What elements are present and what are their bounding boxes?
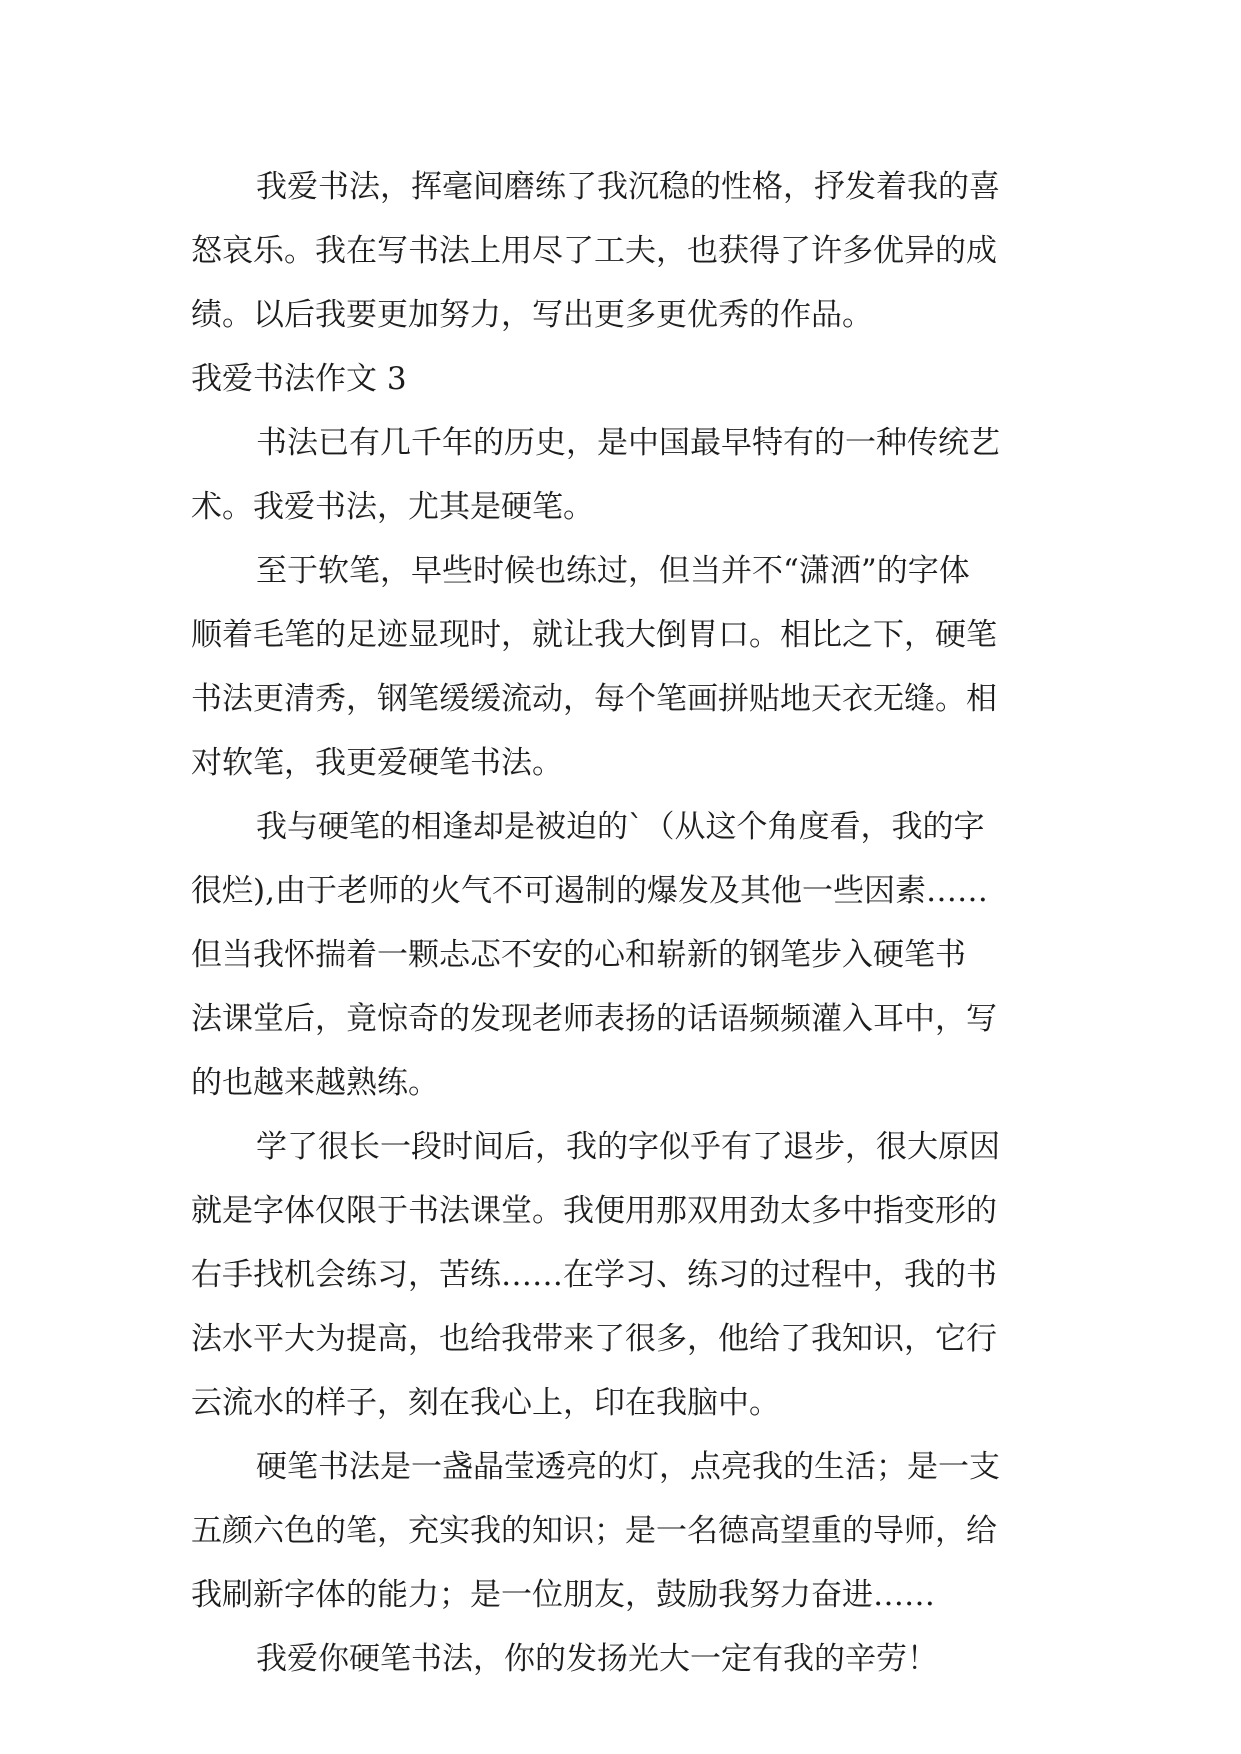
- text-line: 云流水的样子，刻在我心上，印在我脑中。: [191, 1385, 780, 1421]
- text-line: 的也越来越熟练。: [191, 1065, 439, 1101]
- text-line: 我爱你硬笔书法，你的发扬光大一定有我的辛劳！: [256, 1641, 938, 1677]
- text-line: 书法已有几千年的历史，是中国最早特有的一种传统艺: [256, 425, 1000, 461]
- text-line: 法水平大为提高，也给我带来了很多，他给了我知识，它行: [191, 1321, 997, 1357]
- text-line: 学了很长一段时间后，我的字似乎有了退步，很大原因: [256, 1129, 1000, 1165]
- text-line: 我与硬笔的相逢却是被迫的`（从这个角度看，我的字: [256, 809, 985, 845]
- text-line: 术。我爱书法，尤其是硬笔。: [191, 489, 594, 525]
- text-line: 很烂),由于老师的火气不可遏制的爆发及其他一些因素……: [191, 873, 988, 909]
- text-line: 但当我怀揣着一颗忐忑不安的心和崭新的钢笔步入硬笔书: [191, 937, 966, 973]
- text-line: 我刷新字体的能力；是一位朋友，鼓励我努力奋进……: [191, 1577, 935, 1613]
- text-line: 怒哀乐。我在写书法上用尽了工夫，也获得了许多优异的成: [191, 233, 997, 269]
- text-line: 五颜六色的笔，充实我的知识；是一名德高望重的导师，给: [191, 1513, 997, 1549]
- text-line: 对软笔，我更爱硬笔书法。: [191, 745, 563, 781]
- text-line: 书法更清秀，钢笔缓缓流动，每个笔画拼贴地天衣无缝。相: [191, 681, 997, 717]
- section-heading: 我爱书法作文 3: [191, 361, 407, 397]
- text-line: 至于软笔，早些时候也练过，但当并不“潇洒”的字体: [256, 553, 970, 589]
- text-line: 硬笔书法是一盏晶莹透亮的灯，点亮我的生活；是一支: [256, 1449, 1000, 1485]
- text-line: 顺着毛笔的足迹显现时，就让我大倒胃口。相比之下，硬笔: [191, 617, 997, 653]
- document-body: [191, 155, 1051, 1691]
- text-line: 绩。以后我要更加努力，写出更多更优秀的作品。: [191, 297, 873, 333]
- text-line: 我爱书法，挥毫间磨练了我沉稳的性格，抒发着我的喜: [256, 169, 1000, 205]
- text-line: 右手找机会练习，苦练……在学习、练习的过程中，我的书: [191, 1257, 997, 1293]
- text-line: 法课堂后，竟惊奇的发现老师表扬的话语频频灌入耳中，写: [191, 1001, 997, 1037]
- text-line: 就是字体仅限于书法课堂。我便用那双用劲太多中指变形的: [191, 1193, 997, 1229]
